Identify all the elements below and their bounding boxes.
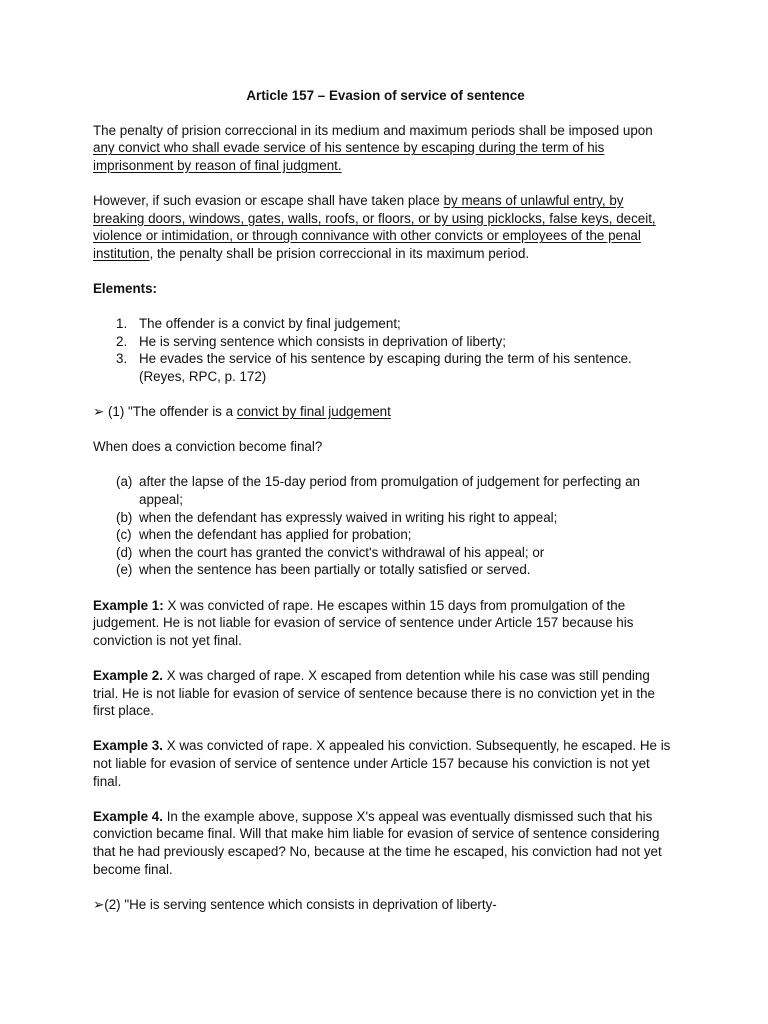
list-item (93, 509, 678, 527)
paragraph-text: The penalty of prision correccional in its medium and maximum periods shall be imposed upon (93, 122, 653, 138)
list-item-text: when the sentence has been partially or totally satisfied or served. (139, 562, 531, 578)
list-number: 3. (116, 351, 128, 367)
arrow-bullet-icon: ➢ (93, 404, 105, 420)
heading-text: Elements: (93, 280, 157, 296)
example-paragraph (93, 808, 678, 878)
paragraph-text: (2) "He is serving sentence which consists in deprivation of liberty- (104, 896, 497, 912)
list-letter: (c) (116, 527, 132, 543)
list-item (93, 473, 678, 508)
list-letter: (b) (116, 509, 133, 525)
paragraph-text: , the penalty shall be prision correccional in its maximum period. (149, 245, 530, 261)
list-item-text: when the court has granted the convict's withdrawal of his appeal; or (139, 544, 545, 560)
paragraph-qualified-evasion (93, 192, 678, 262)
paragraph-text: However, if such evasion or escape shall have taken place (93, 192, 444, 208)
list-item (93, 526, 678, 544)
example-text: X was convicted of rape. He escapes within 15 days from promulgation of the judgement. He is not liable for evasion of service of sentence under Article 157 because his conviction is not yet final. (93, 597, 634, 648)
list-letter: (a) (116, 474, 133, 490)
list-item-text: He evades the service of his sentence by escaping during the term of his sentence. (Reyes, RPC, p. 172) (139, 351, 632, 384)
elements-list (93, 315, 678, 385)
page-title: Article 157 – Evasion of service of sentence (246, 88, 525, 103)
list-item-text: after the lapse of the 15-day period from promulgation of judgement for perfecting an appeal; (139, 474, 640, 508)
list-item (93, 315, 678, 333)
list-letter: (d) (116, 544, 133, 560)
paragraph-text: (1) "The offender is a (104, 404, 237, 420)
list-number: 1. (116, 316, 128, 332)
example-label: Example 4. (93, 808, 163, 824)
finality-list (93, 473, 678, 579)
list-item (93, 544, 678, 562)
example-label: Example 1: (93, 597, 164, 613)
list-number: 2. (116, 333, 128, 349)
list-item-text: when the defendant has expressly waived in writing his right to appeal; (139, 509, 558, 525)
underlined-text: convict by final judgement (236, 404, 391, 420)
list-item-text: He is serving sentence which consists in deprivation of liberty; (139, 333, 506, 349)
example-paragraph (93, 597, 678, 650)
list-item (93, 561, 678, 579)
list-letter: (e) (116, 562, 133, 578)
list-item-text: The offender is a convict by final judgement; (139, 316, 401, 332)
list-item-text: when the defendant has applied for probation; (139, 527, 412, 543)
list-item (93, 333, 678, 351)
example-label: Example 3. (93, 738, 163, 754)
paragraph-penalty (93, 122, 678, 175)
point-two (93, 896, 678, 914)
example-text: X was charged of rape. X escaped from detention while his case was still pending trial. He is not liable for evasion of service of sentence because there is no conviction yet in the first place. (93, 668, 655, 719)
list-item (93, 350, 678, 385)
example-paragraph (93, 737, 678, 790)
arrow-bullet-icon: ➢ (93, 896, 105, 912)
example-paragraph (93, 667, 678, 720)
example-text: In the example above, suppose X's appeal was eventually dismissed such that his conviction became final. Will that make him liable for evasion of service of sentence considering that he had previously escaped? No, because at the time he escaped, his conviction had not yet become final. (93, 808, 662, 877)
example-label: Example 2. (93, 668, 163, 683)
point-one (93, 403, 678, 421)
elements-heading (93, 280, 678, 298)
question: When does a conviction become final? (93, 439, 323, 455)
underlined-text: by means of unlawful entry, by breaking doors, windows, gates, walls, roofs, or floors, or by using picklocks, false keys, deceit, violence or intimidation, or through connivance with other convicts or employees of the penal institution (93, 192, 656, 261)
example-text: X was convicted of rape. X appealed his conviction. Subsequently, he escaped. He is not liable for evasion of service of sentence under Article 157 because his conviction is not yet final. (93, 738, 671, 789)
underlined-text: any convict who shall evade service of his sentence by escaping during the term of his imprisonment by reason of final judgment. (93, 140, 605, 173)
